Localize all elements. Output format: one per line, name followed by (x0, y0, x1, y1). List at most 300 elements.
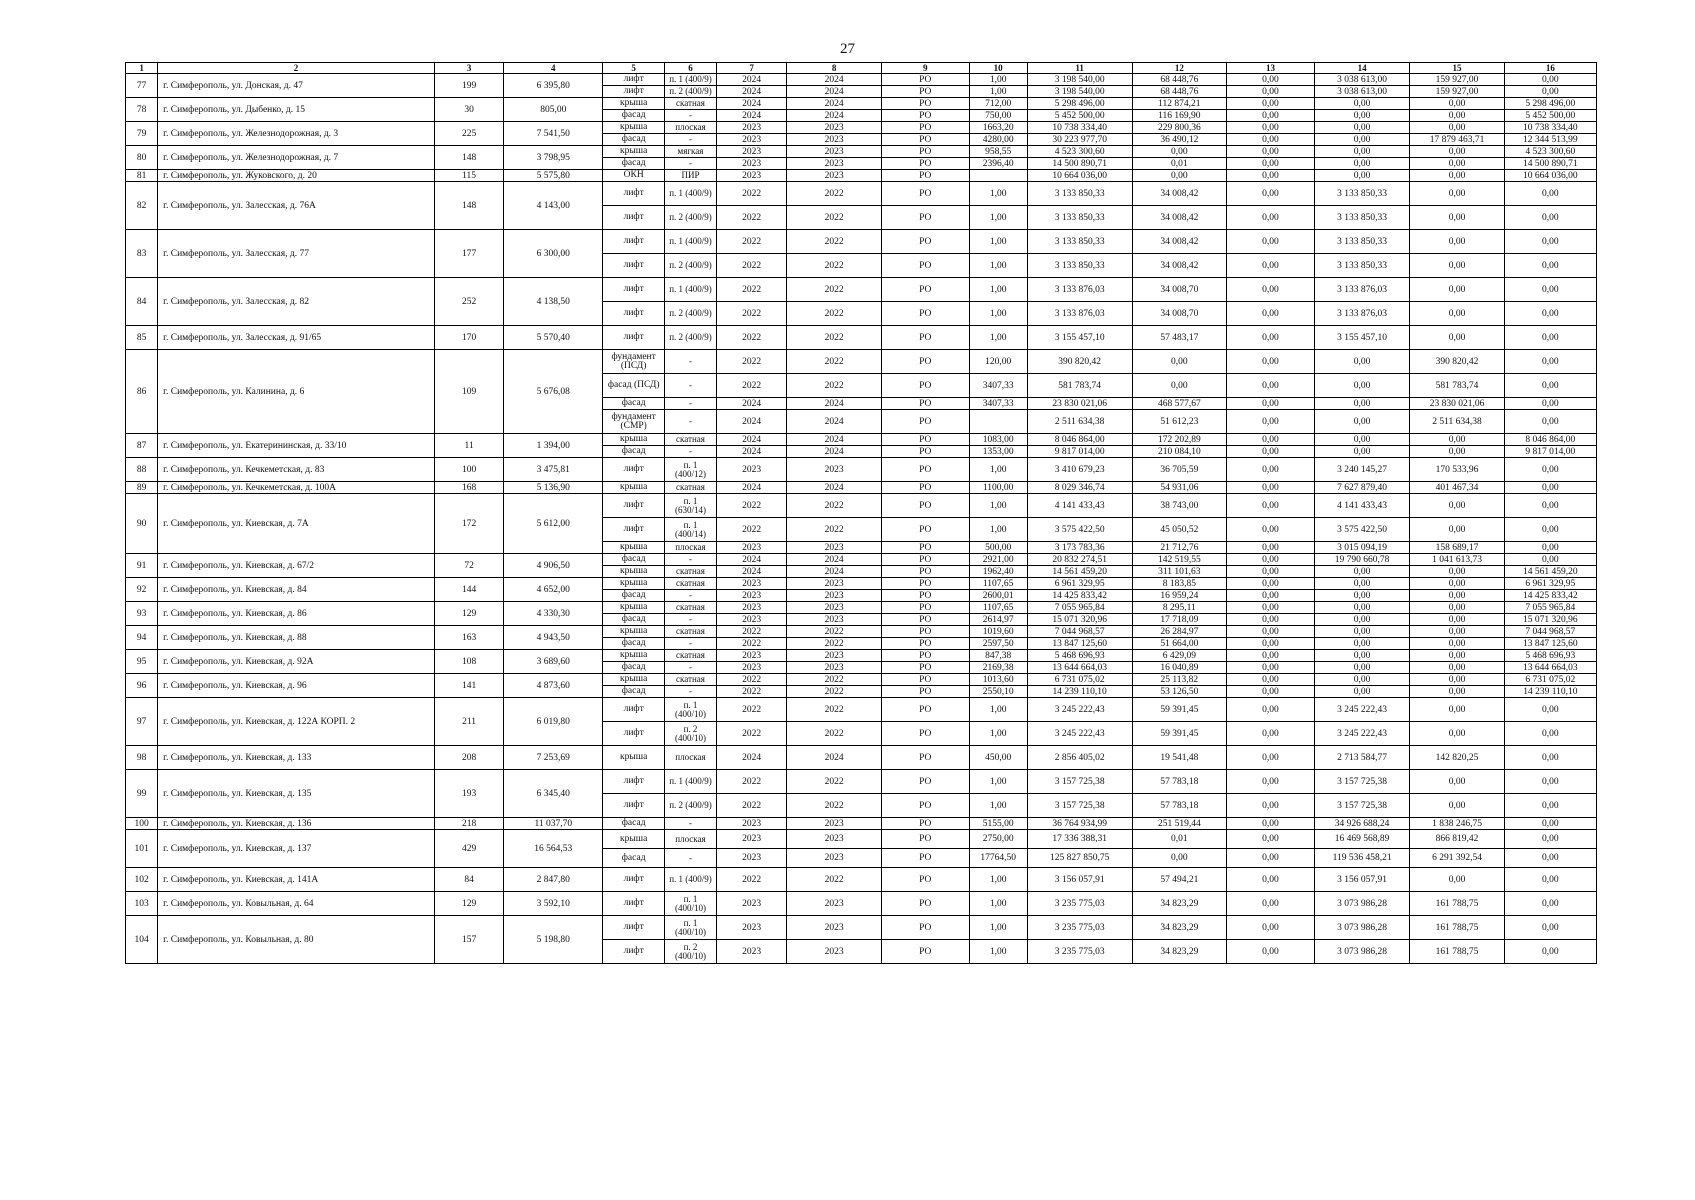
volume-cell: 3407,33 (969, 374, 1027, 398)
volume-cell: 750,00 (969, 110, 1027, 122)
row-number: 90 (126, 494, 158, 554)
work-type-cell: фасад (603, 110, 665, 122)
work-type-cell: крыша (603, 542, 665, 554)
year-cell: 2023 (716, 170, 787, 182)
year-cell: 2022 (787, 770, 881, 794)
cost-cell: 54 931,06 (1132, 482, 1226, 494)
cost-cell: 0,00 (1410, 674, 1504, 686)
funding-cell: РО (881, 868, 969, 892)
cost-cell: 14 239 110,10 (1027, 686, 1132, 698)
volume-cell: 2550,10 (969, 686, 1027, 698)
year-cell: 2022 (787, 722, 881, 746)
cost-cell: 3 133 850,33 (1314, 182, 1409, 206)
funding-cell: РО (881, 278, 969, 302)
cost-cell: 0,00 (1410, 278, 1504, 302)
cost-cell: 3 235 775,03 (1027, 892, 1132, 916)
cost-cell: 0,00 (1227, 86, 1315, 98)
funding-cell: РО (881, 230, 969, 254)
cost-cell: 3 015 094,19 (1314, 542, 1409, 554)
cost-cell: 5 452 500,00 (1027, 110, 1132, 122)
funding-cell: РО (881, 578, 969, 590)
row-number: 91 (126, 554, 158, 578)
cost-cell: 0,00 (1132, 170, 1226, 182)
volume-cell: 1,00 (969, 770, 1027, 794)
address-cell: г. Симферополь, ул. Калинина, д. 6 (158, 350, 435, 434)
funding-cell: РО (881, 122, 969, 134)
volume-cell: 1,00 (969, 892, 1027, 916)
volume-cell: 2614,97 (969, 614, 1027, 626)
cost-cell: 0,00 (1410, 122, 1504, 134)
cost-cell: 172 202,89 (1132, 434, 1226, 446)
cost-cell: 3 155 457,10 (1027, 326, 1132, 350)
cost-cell: 3 157 725,38 (1314, 794, 1409, 818)
year-cell: 2024 (787, 746, 881, 770)
cell: 218 (434, 818, 504, 830)
funding-cell: РО (881, 326, 969, 350)
cost-cell: 23 830 021,06 (1027, 398, 1132, 410)
funding-cell: РО (881, 350, 969, 374)
cost-cell: 19 541,48 (1132, 746, 1226, 770)
cost-cell: 2 511 634,38 (1410, 410, 1504, 434)
year-cell: 2023 (787, 122, 881, 134)
work-detail-cell: - (665, 590, 716, 602)
year-cell: 2023 (716, 892, 787, 916)
cost-cell: 0,00 (1314, 158, 1409, 170)
volume-cell: 1,00 (969, 794, 1027, 818)
funding-cell: РО (881, 602, 969, 614)
address-cell: г. Симферополь, ул. Киевская, д. 133 (158, 746, 435, 770)
cost-cell: 0,00 (1410, 434, 1504, 446)
work-detail-cell: п. 2 (400/9) (665, 254, 716, 278)
cost-cell: 3 038 613,00 (1314, 86, 1409, 98)
work-detail-cell: п. 1 (400/9) (665, 74, 716, 86)
funding-cell: РО (881, 818, 969, 830)
cost-cell: 68 448,76 (1132, 86, 1226, 98)
work-type-cell: лифт (603, 892, 665, 916)
funding-cell: РО (881, 590, 969, 602)
funding-cell: РО (881, 542, 969, 554)
cost-cell: 3 157 725,38 (1314, 770, 1409, 794)
cost-cell: 17 718,09 (1132, 614, 1226, 626)
row-number: 78 (126, 98, 158, 122)
volume-cell: 1013,60 (969, 674, 1027, 686)
cost-cell: 158 689,17 (1410, 542, 1504, 554)
cost-cell: 0,00 (1410, 722, 1504, 746)
row-number: 97 (126, 698, 158, 746)
cost-cell: 0,00 (1504, 278, 1596, 302)
cost-cell: 0,00 (1314, 398, 1409, 410)
work-type-cell: лифт (603, 254, 665, 278)
work-detail-cell: п. 1 (400/9) (665, 230, 716, 254)
address-cell: г. Симферополь, ул. Екатерининская, д. 33/10 (158, 434, 435, 458)
volume-cell: 1,00 (969, 494, 1027, 518)
cost-cell: 3 133 876,03 (1314, 278, 1409, 302)
address-cell: г. Симферополь, ул. Киевская, д. 141А (158, 868, 435, 892)
cell: 1 394,00 (504, 434, 603, 458)
table-row (126, 74, 1597, 86)
cost-cell: 0,00 (1314, 98, 1409, 110)
cost-cell: 3 133 876,03 (1314, 302, 1409, 326)
funding-cell: РО (881, 650, 969, 662)
cost-cell: 14 239 110,10 (1504, 686, 1596, 698)
cost-cell: 0,00 (1227, 350, 1315, 374)
year-cell: 2022 (716, 374, 787, 398)
year-cell: 2022 (716, 794, 787, 818)
work-type-cell: фасад (603, 134, 665, 146)
cost-cell: 34 823,29 (1132, 916, 1226, 940)
address-cell: г. Симферополь, ул. Залесская, д. 91/65 (158, 326, 435, 350)
work-type-cell: лифт (603, 74, 665, 86)
cost-cell: 0,00 (1314, 686, 1409, 698)
cost-cell: 0,00 (1410, 230, 1504, 254)
cost-cell: 0,00 (1227, 892, 1315, 916)
work-detail-cell: плоская (665, 122, 716, 134)
volume-cell: 1107,65 (969, 578, 1027, 590)
work-type-cell: крыша (603, 98, 665, 110)
cost-cell: 0,00 (1504, 892, 1596, 916)
volume-cell: 2750,00 (969, 830, 1027, 849)
cost-cell: 3 133 850,33 (1314, 206, 1409, 230)
cost-cell: 45 050,52 (1132, 518, 1226, 542)
cell: 6 300,00 (504, 230, 603, 278)
year-cell: 2023 (716, 830, 787, 849)
cost-cell: 0,00 (1314, 446, 1409, 458)
funding-cell: РО (881, 170, 969, 182)
work-detail-cell: п. 1 (400/9) (665, 182, 716, 206)
row-number: 93 (126, 602, 158, 626)
table-row (126, 434, 1597, 446)
year-cell: 2024 (716, 566, 787, 578)
year-cell: 2023 (787, 602, 881, 614)
funding-cell: РО (881, 892, 969, 916)
work-type-cell: фасад (603, 590, 665, 602)
cost-cell: 0,00 (1410, 494, 1504, 518)
cell: 4 138,50 (504, 278, 603, 326)
year-cell: 2023 (787, 940, 881, 964)
cost-cell: 7 055 965,84 (1027, 602, 1132, 614)
cost-cell: 161 788,75 (1410, 892, 1504, 916)
work-detail-cell: скатная (665, 578, 716, 590)
address-cell: г. Симферополь, ул. Залесская, д. 77 (158, 230, 435, 278)
work-type-cell: лифт (603, 868, 665, 892)
table-row (126, 146, 1597, 158)
cost-cell: 3 133 850,33 (1027, 230, 1132, 254)
row-number: 77 (126, 74, 158, 98)
year-cell: 2024 (787, 410, 881, 434)
volume-cell: 1,00 (969, 206, 1027, 230)
cost-cell: 0,00 (1227, 458, 1315, 482)
cost-cell: 0,00 (1227, 566, 1315, 578)
cell: 5 570,40 (504, 326, 603, 350)
cost-cell: 7 044 968,57 (1504, 626, 1596, 638)
table-row (126, 916, 1597, 940)
cost-cell: 2 713 584,77 (1314, 746, 1409, 770)
cost-cell: 0,00 (1227, 722, 1315, 746)
cost-cell: 6 291 392,54 (1410, 849, 1504, 868)
row-number: 81 (126, 170, 158, 182)
cost-cell: 8 046 864,00 (1504, 434, 1596, 446)
address-cell: г. Симферополь, ул. Киевская, д. 135 (158, 770, 435, 818)
row-number: 104 (126, 916, 158, 964)
cost-cell: 0,00 (1410, 698, 1504, 722)
cost-cell: 0,00 (1227, 638, 1315, 650)
cost-cell: 0,00 (1504, 698, 1596, 722)
work-detail-cell: скатная (665, 626, 716, 638)
year-cell: 2024 (716, 446, 787, 458)
year-cell: 2023 (787, 158, 881, 170)
cost-cell: 0,00 (1504, 518, 1596, 542)
year-cell: 2024 (716, 554, 787, 566)
work-detail-cell: - (665, 110, 716, 122)
work-type-cell: фасад (603, 662, 665, 674)
year-cell: 2022 (787, 674, 881, 686)
cost-cell: 21 712,76 (1132, 542, 1226, 554)
work-type-cell: фасад (603, 849, 665, 868)
column-header: 5 (603, 63, 665, 74)
cost-cell: 3 133 850,33 (1027, 206, 1132, 230)
year-cell: 2022 (787, 230, 881, 254)
table-row (126, 98, 1597, 110)
work-detail-cell: скатная (665, 674, 716, 686)
cost-cell: 34 008,42 (1132, 206, 1226, 230)
column-header: 8 (787, 63, 881, 74)
cost-cell: 0,00 (1314, 614, 1409, 626)
work-type-cell: лифт (603, 518, 665, 542)
address-cell: г. Симферополь, ул. Дыбенко, д. 15 (158, 98, 435, 122)
cost-cell: 0,00 (1227, 278, 1315, 302)
cell: 252 (434, 278, 504, 326)
cell: 225 (434, 122, 504, 146)
cost-cell: 0,00 (1410, 206, 1504, 230)
year-cell: 2022 (716, 518, 787, 542)
year-cell: 2023 (716, 122, 787, 134)
cost-cell: 3 235 775,03 (1027, 940, 1132, 964)
cost-cell: 0,00 (1227, 662, 1315, 674)
year-cell: 2024 (787, 434, 881, 446)
work-type-cell: лифт (603, 916, 665, 940)
row-number: 103 (126, 892, 158, 916)
cost-cell: 161 788,75 (1410, 916, 1504, 940)
funding-cell: РО (881, 302, 969, 326)
cost-cell: 0,00 (1410, 326, 1504, 350)
address-cell: г. Симферополь, ул. Кечкеметская, д. 83 (158, 458, 435, 482)
cell: 129 (434, 892, 504, 916)
year-cell: 2023 (716, 940, 787, 964)
cost-cell: 8 029 346,74 (1027, 482, 1132, 494)
cost-cell: 0,00 (1410, 110, 1504, 122)
work-detail-cell: скатная (665, 434, 716, 446)
cost-cell: 3 245 222,43 (1027, 698, 1132, 722)
cost-cell: 34 008,42 (1132, 254, 1226, 278)
cost-cell: 0,00 (1410, 302, 1504, 326)
funding-cell: РО (881, 410, 969, 434)
row-number: 95 (126, 650, 158, 674)
table-row (126, 674, 1597, 686)
volume-cell: 2396,40 (969, 158, 1027, 170)
volume-cell: 1,00 (969, 518, 1027, 542)
funding-cell: РО (881, 554, 969, 566)
cost-cell: 0,00 (1227, 170, 1315, 182)
column-header: 16 (1504, 63, 1596, 74)
cost-cell: 0,00 (1227, 110, 1315, 122)
column-header: 10 (969, 63, 1027, 74)
cell: 211 (434, 698, 504, 746)
cost-cell: 3 133 876,03 (1027, 278, 1132, 302)
column-header: 9 (881, 63, 969, 74)
row-number: 92 (126, 578, 158, 602)
cost-cell: 1 838 246,75 (1410, 818, 1504, 830)
cost-cell: 53 126,50 (1132, 686, 1226, 698)
cell: 3 475,81 (504, 458, 603, 482)
table-row (126, 350, 1597, 374)
row-number: 84 (126, 278, 158, 326)
year-cell: 2023 (787, 849, 881, 868)
cost-cell: 3 073 986,28 (1314, 940, 1409, 964)
table-row (126, 818, 1597, 830)
cost-cell: 0,00 (1504, 794, 1596, 818)
year-cell: 2023 (716, 158, 787, 170)
cost-cell: 0,00 (1410, 254, 1504, 278)
cost-cell: 0,00 (1227, 686, 1315, 698)
cost-cell: 68 448,76 (1132, 74, 1226, 86)
cell: 805,00 (504, 98, 603, 122)
cost-cell: 6 731 075,02 (1504, 674, 1596, 686)
cell: 7 253,69 (504, 746, 603, 770)
volume-cell: 1,00 (969, 916, 1027, 940)
cost-cell: 0,00 (1227, 542, 1315, 554)
volume-cell: 1,00 (969, 868, 1027, 892)
address-cell: г. Симферополь, ул. Киевская, д. 136 (158, 818, 435, 830)
year-cell: 2023 (716, 614, 787, 626)
year-cell: 2023 (787, 830, 881, 849)
work-detail-cell: п. 2 (400/9) (665, 794, 716, 818)
cost-cell: 7 044 968,57 (1027, 626, 1132, 638)
funding-cell: РО (881, 458, 969, 482)
cost-cell: 116 169,90 (1132, 110, 1226, 122)
year-cell: 2023 (787, 650, 881, 662)
volume-cell (969, 410, 1027, 434)
column-header: 3 (434, 63, 504, 74)
work-type-cell: лифт (603, 698, 665, 722)
row-number: 89 (126, 482, 158, 494)
cost-cell: 0,00 (1227, 206, 1315, 230)
year-cell: 2022 (787, 206, 881, 230)
year-cell: 2023 (787, 542, 881, 554)
cost-cell: 0,00 (1410, 686, 1504, 698)
volume-cell: 2597,50 (969, 638, 1027, 650)
work-type-cell: лифт (603, 770, 665, 794)
funding-cell: РО (881, 446, 969, 458)
cost-cell: 0,00 (1410, 868, 1504, 892)
cost-cell: 3 073 986,28 (1314, 916, 1409, 940)
cell: 4 652,00 (504, 578, 603, 602)
year-cell: 2022 (787, 794, 881, 818)
address-cell: г. Симферополь, ул. Киевская, д. 96 (158, 674, 435, 698)
year-cell: 2024 (787, 74, 881, 86)
work-type-cell: лифт (603, 182, 665, 206)
cost-cell: 0,00 (1314, 626, 1409, 638)
cost-cell: 0,00 (1410, 158, 1504, 170)
cost-cell: 0,00 (1410, 638, 1504, 650)
work-detail-cell: плоская (665, 746, 716, 770)
cell: 4 906,50 (504, 554, 603, 578)
funding-cell: РО (881, 674, 969, 686)
funding-cell: РО (881, 74, 969, 86)
year-cell: 2022 (716, 722, 787, 746)
capital-repair-table (125, 62, 1597, 964)
cost-cell: 866 819,42 (1410, 830, 1504, 849)
cost-cell: 390 820,42 (1027, 350, 1132, 374)
cost-cell: 0,00 (1227, 698, 1315, 722)
work-type-cell: лифт (603, 940, 665, 964)
cost-cell: 3 245 222,43 (1027, 722, 1132, 746)
address-cell: г. Симферополь, ул. Ковыльная, д. 80 (158, 916, 435, 964)
year-cell: 2022 (787, 254, 881, 278)
cost-cell: 0,00 (1314, 350, 1409, 374)
year-cell: 2022 (787, 278, 881, 302)
cost-cell: 5 468 696,93 (1027, 650, 1132, 662)
year-cell: 2024 (716, 482, 787, 494)
cost-cell: 16 469 568,89 (1314, 830, 1409, 849)
cost-cell: 0,00 (1504, 86, 1596, 98)
work-detail-cell: - (665, 134, 716, 146)
cost-cell: 0,00 (1504, 230, 1596, 254)
cost-cell: 0,00 (1504, 494, 1596, 518)
work-type-cell: крыша (603, 482, 665, 494)
volume-cell: 1,00 (969, 458, 1027, 482)
cost-cell: 7 055 965,84 (1504, 602, 1596, 614)
cost-cell: 20 832 274,51 (1027, 554, 1132, 566)
cost-cell: 4 141 433,43 (1027, 494, 1132, 518)
volume-cell: 1,00 (969, 722, 1027, 746)
work-type-cell: фасад (603, 554, 665, 566)
cost-cell: 0,00 (1227, 590, 1315, 602)
cost-cell: 5 452 500,00 (1504, 110, 1596, 122)
work-type-cell: лифт (603, 302, 665, 326)
cost-cell: 6 961 329,95 (1504, 578, 1596, 590)
table-row (126, 698, 1597, 722)
cost-cell: 57 783,18 (1132, 770, 1226, 794)
work-detail-cell: п. 2 (400/9) (665, 206, 716, 230)
work-type-cell: фундамент (ПСД) (603, 350, 665, 374)
cost-cell: 0,00 (1227, 940, 1315, 964)
cell: 168 (434, 482, 504, 494)
volume-cell: 120,00 (969, 350, 1027, 374)
cost-cell: 3 245 222,43 (1314, 698, 1409, 722)
funding-cell: РО (881, 638, 969, 650)
year-cell: 2024 (787, 86, 881, 98)
cost-cell: 0,00 (1227, 398, 1315, 410)
work-detail-cell: п. 1 (400/10) (665, 916, 716, 940)
year-cell: 2022 (787, 638, 881, 650)
year-cell: 2023 (787, 892, 881, 916)
year-cell: 2022 (716, 254, 787, 278)
cost-cell: 0,00 (1410, 590, 1504, 602)
cost-cell: 0,00 (1504, 770, 1596, 794)
cost-cell: 25 113,82 (1132, 674, 1226, 686)
cost-cell: 0,00 (1227, 674, 1315, 686)
header-row (126, 63, 1597, 74)
column-header: 12 (1132, 63, 1226, 74)
year-cell: 2023 (716, 849, 787, 868)
year-cell: 2023 (716, 650, 787, 662)
funding-cell: РО (881, 794, 969, 818)
year-cell: 2022 (787, 182, 881, 206)
year-cell: 2022 (787, 374, 881, 398)
year-cell: 2024 (716, 398, 787, 410)
volume-cell: 5155,00 (969, 818, 1027, 830)
year-cell: 2024 (787, 566, 881, 578)
